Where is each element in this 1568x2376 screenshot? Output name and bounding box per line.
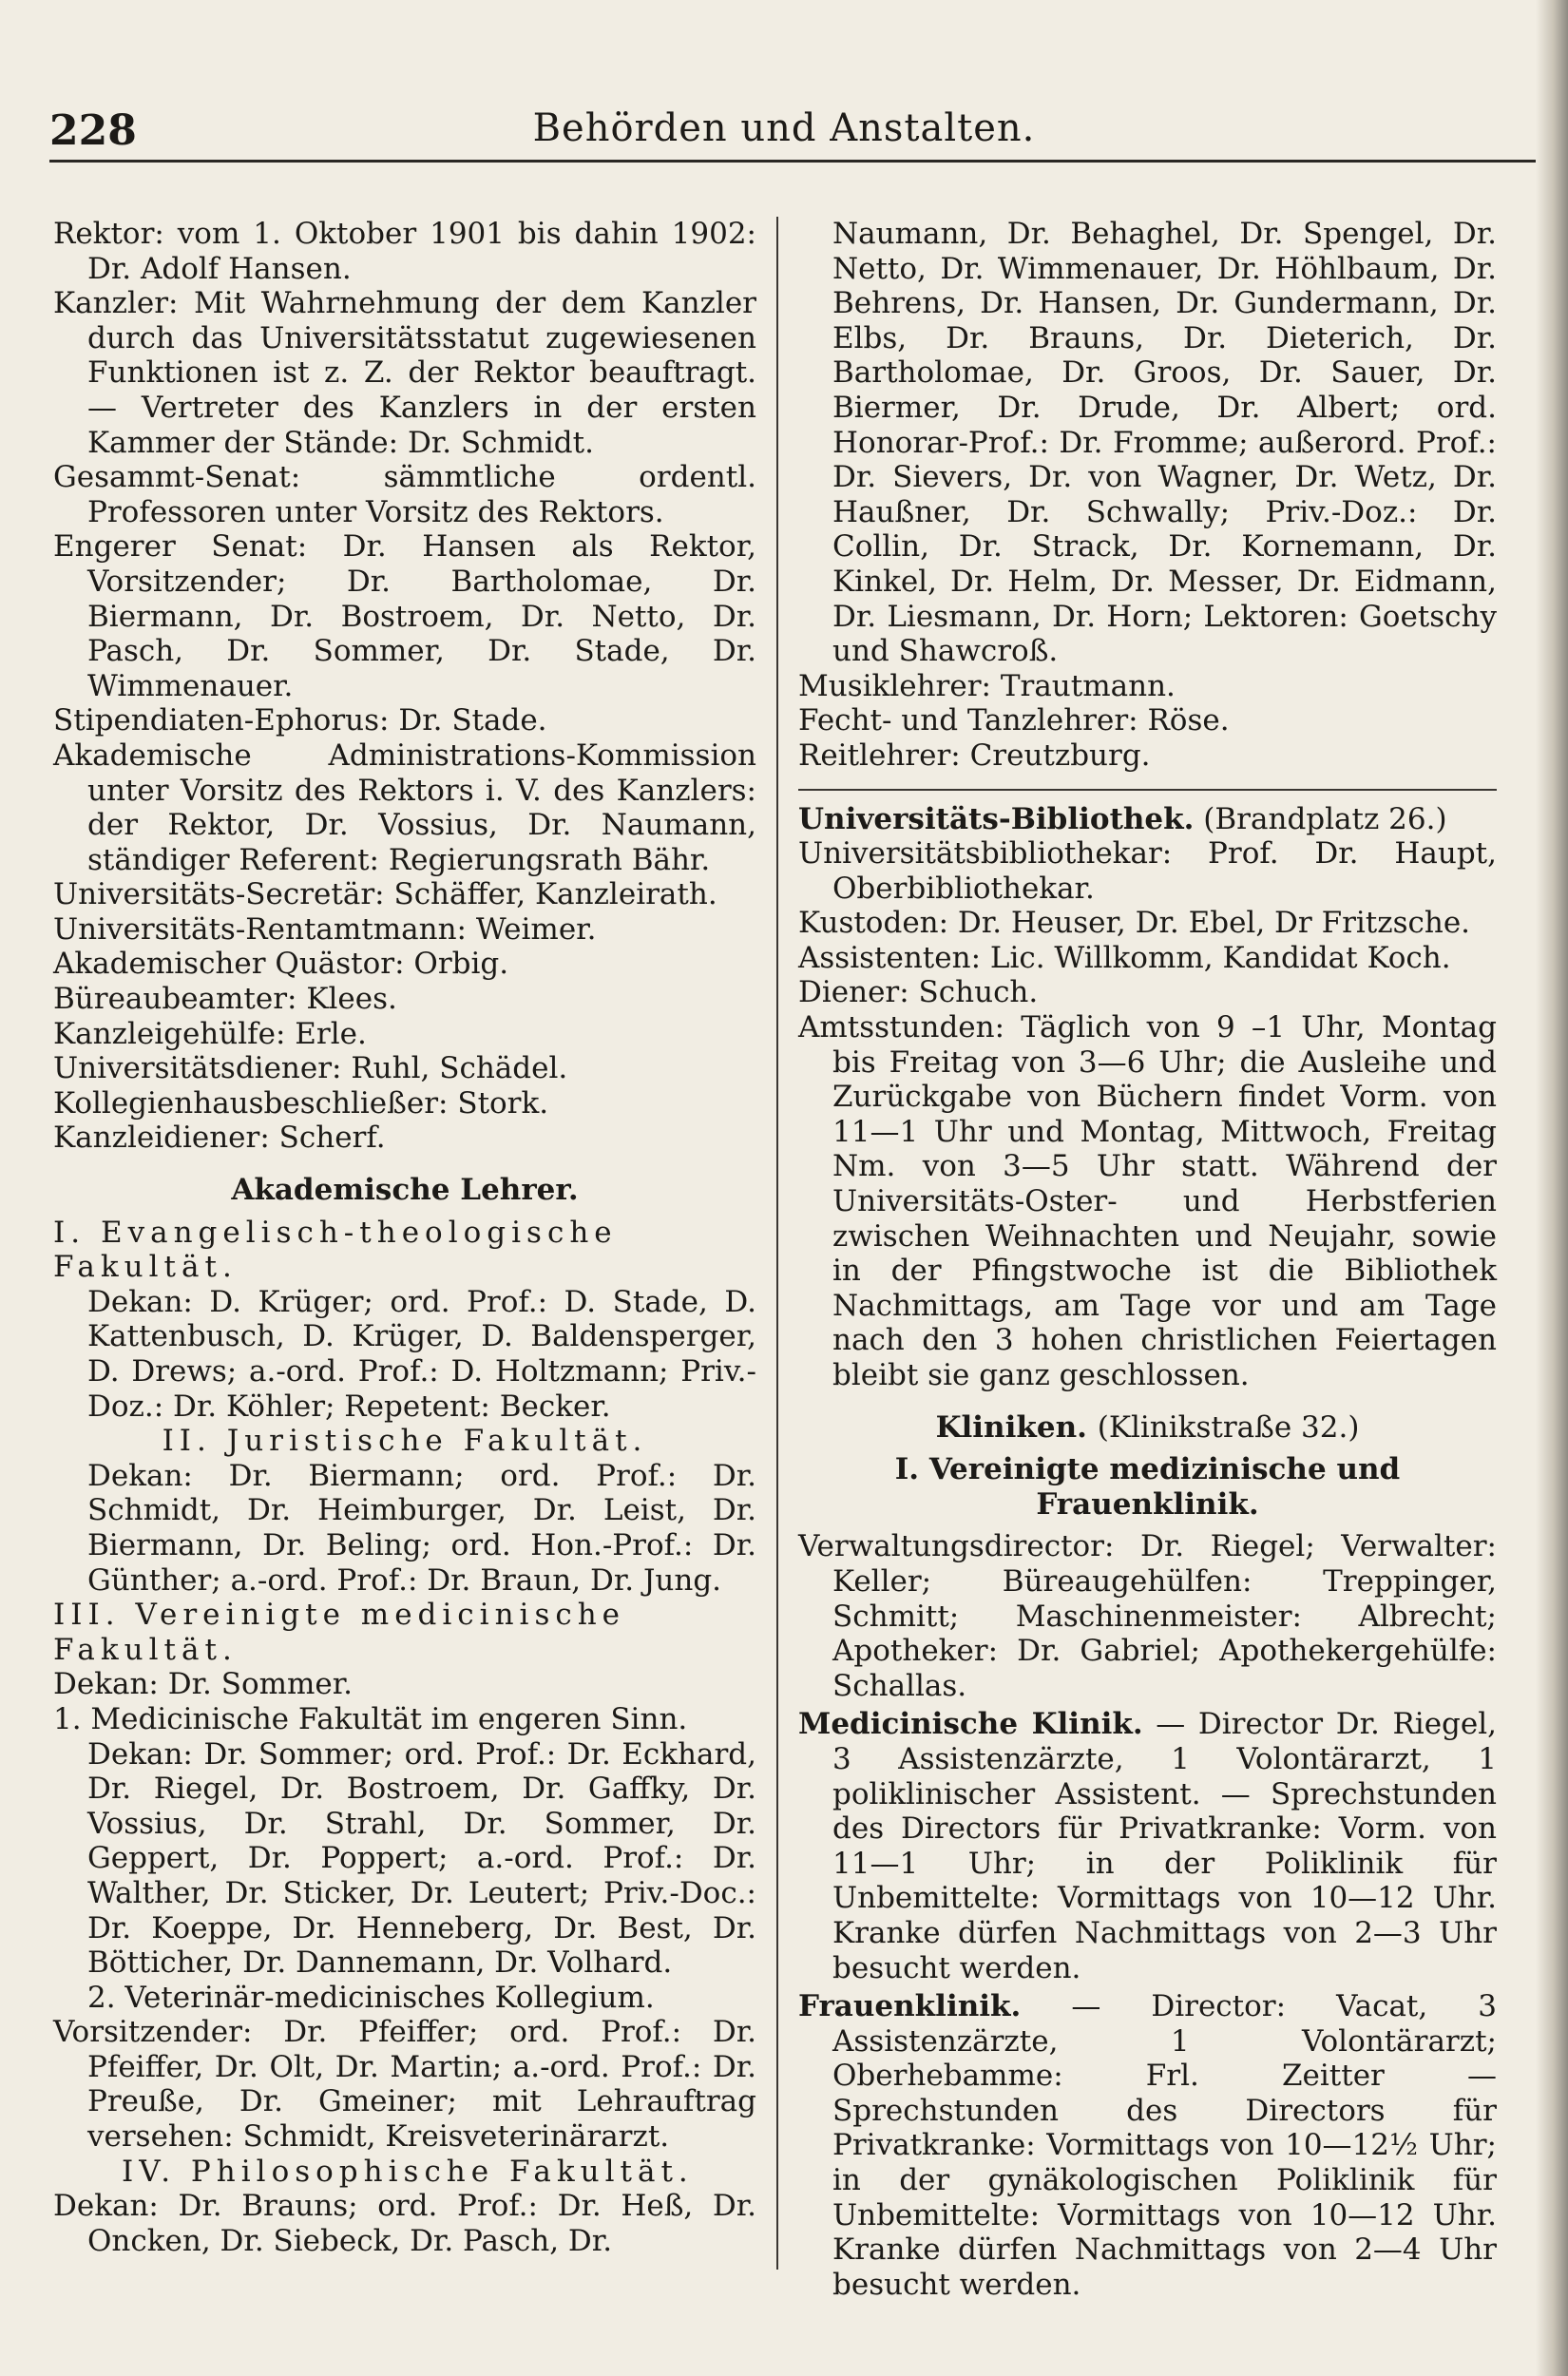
running-title: Behörden und Anstalten. <box>532 106 1036 150</box>
page-edge-shadow <box>1536 0 1568 2376</box>
staff-reitlehrer: Reitlehrer: Creutzburg. <box>798 738 1151 773</box>
subfaculty-text-medicine: Dekan: Dr. Sommer; ord. Prof.: Dr. Eckhard, Dr. Riegel, Dr. Bostroem, Dr. Gaffky, Dr. Vossius, Dr. Strahl, Dr. Sommer, Dr. Geppert, Dr. Poppert; a.-ord. Prof.: Dr. Walther, Dr. Sticker, Dr. Leutert; Priv.-Doc.: Dr. Koeppe, Dr. Henneberg, Dr. Best, Dr. Bötticher, Dr. Dannemann, Dr. Volhard. <box>87 1736 756 1981</box>
entry-engerer-senat: Engerer Senat: Dr. Hansen als Rektor, Vorsitzender; Dr. Bartholomae, Dr. Biermann, Dr. Bostroem, Dr. Netto, Dr. Pasch, Dr. Sommer, Dr. Stade, Dr. Wimmenauer. <box>53 529 756 703</box>
column-divider <box>776 217 778 2270</box>
faculty-title-medicine: III. Vereinigte medicinische Fakultät. <box>53 1598 626 1667</box>
library-bibliothekar: Universitätsbibliothekar: Prof. Dr. Haupt, Oberbibliothekar. <box>798 836 1497 906</box>
entry-rektor: Rektor: vom 1. Oktober 1901 bis dahin 1902: Dr. Adolf Hansen. <box>53 217 756 286</box>
entry-kanzleigehuelfe: Kanzleigehülfe: Erle. <box>53 1016 367 1051</box>
faculty-text-theology: Dekan: D. Krüger; ord. Prof.: D. Stade, D. Kattenbusch, D. Krüger, D. Baldensperger, D. Drews; a.-ord. Prof.: D. Holtzmann; Priv.-Doz.: Dr. Köhler; Repetent: Becker. <box>87 1284 756 1424</box>
header-rule <box>49 160 1536 163</box>
womens-clinic-text: — Director: Vacat, 3 Assistenzärzte, 1 Volontärarzt; Oberhebamme: Frl. Zeitter — Sprechstunden des Directors für Privatkranke: Vormittags von 10—12½ Uhr; in der gynäkologischen Poliklinik für Unbemittelte: Vormittags von 10—12 Uhr. Kranke dürfen Nachmittags von 2—4 Uhr besucht werden. <box>832 1989 1497 2302</box>
medical-clinic-text: — Director Dr. Riegel, 3 Assistenzärzte, 1 Volontärarzt, 1 poliklinischer Assistent. — Sprechstunden des Directors für Privatkranke: Vorm. von 11—1 Uhr; in der Poliklinik für Unbemittelte: Vormittags von 10—12 Uhr. Kranke dürfen Nachmittags von 2—3 Uhr besucht werden. <box>832 1707 1498 1985</box>
faculty-title-philosophy: IV. Philosophische Fakultät. <box>122 2154 694 2189</box>
faculty-text-law: Dekan: Dr. Biermann; ord. Prof.: Dr. Schmidt, Dr. Heimburger, Dr. Leist, Dr. Biermann, Dr. Beling; ord. Hon.-Prof.: Dr. Günther; a.-ord. Prof.: Dr. Braun, Dr. Jung. <box>87 1458 756 1598</box>
entry-gesammt-senat: Gesammt-Senat: sämmtliche ordentl. Professoren unter Vorsitz des Rektors. <box>53 460 756 529</box>
page-number: 228 <box>49 106 137 155</box>
faculty-medicine-dekan: Dekan: Dr. Sommer. <box>53 1667 354 1702</box>
faculty-title-theology: I. Evangelisch-theologische Fakultät. <box>53 1215 618 1285</box>
clinic-1-text: Verwaltungsdirector: Dr. Riegel; Verwalter: Keller; Büreaugehülfen: Treppinger, Schmitt; Maschinenmeister: Albrecht; Apotheker: Dr. Gabriel; Apothekergehülfe: Schallas. <box>798 1529 1497 1703</box>
clinics-heading-line <box>798 1410 1497 1446</box>
clinics-address: (Klinikstraße 32.) <box>1097 1409 1360 1445</box>
faculty-philosophy-continued: Naumann, Dr. Behaghel, Dr. Spengel, Dr. Netto, Dr. Wimmenauer, Dr. Höhlbaum, Dr. Behrens, Dr. Hansen, Dr. Gundermann, Dr. Elbs, Dr. Brauns, Dr. Dieterich, Dr. Bartholomae, Dr. Groos, Dr. Sauer, Dr. Biermer, Dr. Drude, Dr. Albert; ord. Honorar-Prof.: Dr. Fromme; außerord. Prof.: Dr. Sievers, Dr. von Wagner, Dr. Wetz, Dr. Haußner, Dr. Schwally; Priv.-Doz.: Dr. Collin, Dr. Strack, Dr. Kornemann, Dr. Kinkel, Dr. Helm, Dr. Messer, Dr. Eidmann, Dr. Liesmann, Dr. Horn; Lektoren: Goetschy und Shawcroß. <box>832 217 1497 669</box>
faculty-text-philosophy: Dekan: Dr. Brauns; ord. Prof.: Dr. Heß, Dr. Oncken, Dr. Siebeck, Dr. Pasch, Dr. <box>53 2189 756 2258</box>
entry-secretaer: Universitäts-Secretär: Schäffer, Kanzleirath. <box>53 877 717 912</box>
entry-stipendiaten-ephorus: Stipendiaten-Ephorus: Dr. Stade. <box>53 703 547 738</box>
entry-universitaetsdiener: Universitätsdiener: Ruhl, Schädel. <box>53 1051 568 1086</box>
entry-kanzleidiener: Kanzleidiener: Scherf. <box>53 1121 386 1156</box>
medical-clinic-entry <box>798 1707 1497 1985</box>
entry-kollegienhausbeschliesser: Kollegienhausbeschließer: Stork. <box>53 1085 549 1121</box>
faculty-title-law: II. Juristische Fakultät. <box>162 1424 648 1459</box>
library-assistenten: Assistenten: Lic. Willkomm, Kandidat Koch. <box>798 940 1451 975</box>
left-column <box>53 217 756 2258</box>
staff-fechtlehrer: Fecht- und Tanzlehrer: Röse. <box>798 703 1230 738</box>
subfaculty-title-veterinary: 2. Veterinär-medicinisches Kollegium. <box>87 1980 655 2015</box>
library-kustoden: Kustoden: Dr. Heuser, Dr. Ebel, Dr Fritzsche. <box>798 906 1471 941</box>
right-column <box>798 217 1497 2302</box>
section-heading-lehrer: Akademische Lehrer. <box>231 1173 579 1208</box>
entry-kanzler: Kanzler: Mit Wahrnehmung der dem Kanzler durch das Universitätsstatut zugewiesenen Funktionen ist z. Z. der Rektor beauftragt. — Vertreter des Kanzlers in der ersten Kammer der Stände: Dr. Schmidt. <box>53 286 756 460</box>
entry-administrations-kommission: Akademische Administrations-Kommission unter Vorsitz des Rektors i. V. des Kanzlers: der Rektor, Dr. Vossius, Dr. Naumann, ständiger Referent: Regierungsrath Bähr. <box>53 738 756 877</box>
entry-rentamtmann: Universitäts-Rentamtmann: Weimer. <box>53 911 597 947</box>
library-amtsstunden: Amtsstunden: Täglich von 9 –1 Uhr, Montag bis Freitag von 3—6 Uhr; die Ausleihe und Zurückgabe von Büchern findet Vorm. von 11—1 Uhr und Montag, Mittwoch, Freitag Nm. von 3—5 Uhr statt. Während der Universitäts-Oster- und Herbstferien zwischen Weihnachten und Neujahr, sowie in der Pfingstwoche ist die Bibliothek Nachmittags, am Tage vor und am Tage nach den 3 hohen christlichen Feiertagen bleibt sie ganz geschlossen. <box>798 1010 1497 1392</box>
clinics-heading: Kliniken. <box>935 1409 1087 1445</box>
subfaculty-text-veterinary: Vorsitzender: Dr. Pfeiffer; ord. Prof.: Dr. Pfeiffer, Dr. Olt, Dr. Martin; a.-ord. Prof.: Dr. Preuße, Dr. Gmeiner; mit Lehrauftrag versehen: Schmidt, Kreisveterinärarzt. <box>53 2015 756 2155</box>
library-heading: Universitäts-Bibliothek. <box>798 801 1195 836</box>
clinic-1-title: I. Vereinigte medizinische und Frauenklinik. <box>894 1452 1401 1522</box>
womens-clinic-entry <box>798 1989 1497 2302</box>
library-heading-line <box>798 802 1497 837</box>
library-address: (Brandplatz 26.) <box>1203 801 1447 836</box>
medical-clinic-label: Medicinische Klinik. <box>798 1707 1143 1742</box>
section-divider <box>798 789 1497 791</box>
library-diener: Diener: Schuch. <box>798 975 1039 1010</box>
entry-bureaubeamter: Büreaubeamter: Klees. <box>53 982 397 1017</box>
entry-quaestor: Akademischer Quästor: Orbig. <box>53 947 509 982</box>
staff-musiklehrer: Musiklehrer: Trautmann. <box>798 668 1176 703</box>
womens-clinic-label: Frauenklinik. <box>798 1989 1022 2024</box>
subfaculty-title-medicine: 1. Medicinische Fakultät im engeren Sinn. <box>53 1701 688 1736</box>
